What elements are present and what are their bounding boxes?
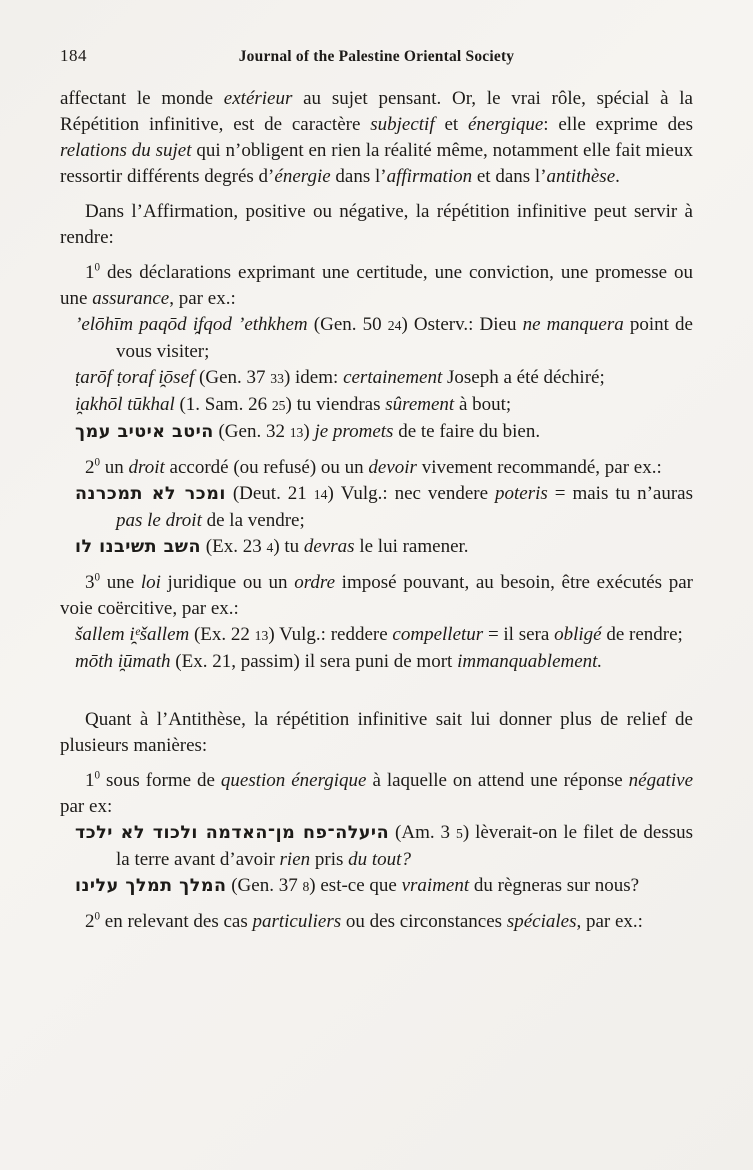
example-entry bbox=[60, 365, 693, 392]
text-run: juridique ou un bbox=[160, 572, 295, 593]
text-run: (Gen. 37 bbox=[194, 367, 271, 388]
verse-number: 13 bbox=[289, 425, 304, 440]
text-run: 1 bbox=[85, 262, 95, 283]
text-run: (Gen. 32 bbox=[213, 421, 290, 442]
italic-text: subjectif bbox=[370, 114, 435, 135]
text-run: le lui ramener. bbox=[354, 536, 469, 557]
example-entry bbox=[60, 534, 693, 561]
italic-text: certainement bbox=[343, 367, 443, 388]
text-run: (Am. 3 bbox=[389, 822, 456, 843]
text-run: vivement recommandé, par ex.: bbox=[416, 457, 662, 478]
paragraph bbox=[60, 909, 693, 935]
text-run: : elle exprime des bbox=[543, 114, 694, 135]
text-run: , par ex.: bbox=[576, 911, 643, 932]
text-run: . bbox=[615, 166, 620, 187]
italic-text: ṭarōf ṭoraf i̯ōsef bbox=[75, 367, 195, 388]
verse-number: 5 bbox=[455, 826, 463, 841]
text-run: Dans l’Affirmation, positive ou négative, la répétition infinitive peut servir à rendre: bbox=[60, 201, 693, 248]
hebrew-text: היטב איטיב עמך bbox=[75, 422, 214, 442]
superscript-ordinal: 0 bbox=[94, 456, 101, 469]
italic-text: rien bbox=[279, 849, 311, 870]
text-run: point de vous visiter; bbox=[116, 314, 693, 362]
paragraph bbox=[60, 86, 693, 190]
journal-title: Journal of the Palestine Oriental Society bbox=[238, 48, 515, 65]
example-entry bbox=[60, 622, 693, 649]
text-run: accordé (ou refusé) ou un bbox=[164, 457, 369, 478]
text-run: (Ex. 21, passim) il sera puni de mort bbox=[170, 651, 458, 672]
text-run: à laquelle on attend une réponse bbox=[366, 770, 629, 791]
text-run: et dans l’ bbox=[472, 166, 547, 187]
text-run: ) idem: bbox=[283, 367, 344, 388]
hebrew-text: השב תשיבנו לו bbox=[75, 537, 202, 557]
text-run: 1 bbox=[85, 770, 95, 791]
text-run: Joseph a été déchiré; bbox=[442, 367, 605, 388]
italic-text: mōth i̯ūmath bbox=[75, 651, 171, 672]
italic-text: sûrement bbox=[385, 394, 455, 415]
text-run: à bout; bbox=[454, 394, 512, 415]
verse-number: 24 bbox=[387, 318, 402, 333]
text-run: (1. Sam. 26 bbox=[174, 394, 272, 415]
paragraph bbox=[60, 199, 693, 251]
text-run: , par ex.: bbox=[169, 288, 236, 309]
text-run: des déclarations exprimant une certitude, une conviction, une promesse ou une bbox=[60, 262, 693, 309]
italic-text: énergie bbox=[274, 166, 331, 187]
hebrew-text: המלך תמלך עלינו bbox=[75, 876, 227, 896]
example-entry bbox=[60, 873, 693, 900]
text-run: (Gen. 37 bbox=[226, 875, 303, 896]
page-body bbox=[60, 86, 693, 935]
text-run: une bbox=[100, 572, 141, 593]
page-number: 184 bbox=[60, 46, 87, 65]
text-run: un bbox=[100, 457, 129, 478]
text-run: pris bbox=[310, 849, 349, 870]
italic-text: affirmation bbox=[386, 166, 473, 187]
hebrew-text: היעלה־פח מן־האדמה ולכוד לא ילכד bbox=[75, 823, 390, 843]
superscript-ordinal: 0 bbox=[94, 769, 101, 782]
text-run: de la vendre; bbox=[201, 510, 305, 531]
verse-number: 8 bbox=[302, 879, 310, 894]
italic-text: poteris bbox=[495, 483, 548, 504]
text-run: (Ex. 23 bbox=[201, 536, 267, 557]
verse-number: 13 bbox=[254, 628, 269, 643]
text-run: par ex: bbox=[60, 796, 113, 817]
superscript-ordinal: 0 bbox=[94, 910, 101, 923]
text-run: ) Osterv.: Dieu bbox=[401, 314, 523, 335]
paragraph bbox=[60, 260, 693, 312]
italic-text: devoir bbox=[368, 457, 417, 478]
hebrew-text: ומכר לא תמכרנה bbox=[75, 484, 226, 504]
text-run: = il sera bbox=[483, 624, 555, 645]
italic-text: devras bbox=[303, 536, 355, 557]
running-head bbox=[60, 46, 693, 70]
italic-text: assurance bbox=[92, 288, 170, 309]
italic-text: immanquablement. bbox=[457, 651, 603, 672]
text-run: du règneras sur nous? bbox=[469, 875, 640, 896]
text-run: au sujet pensant. Or, le vrai rôle, spécial à la Répétition infinitive, est de caractère bbox=[60, 88, 693, 135]
italic-text: ’elōhīm paqōd i̯fqod ’ethkhem bbox=[75, 314, 308, 335]
verse-number: 4 bbox=[266, 540, 274, 555]
text-run: (Deut. 21 bbox=[225, 483, 314, 504]
text-run: = mais tu n’auras bbox=[547, 483, 693, 504]
example-entry bbox=[60, 820, 693, 873]
text-run: (Gen. 50 bbox=[307, 314, 388, 335]
text-run: 3 bbox=[85, 572, 95, 593]
italic-text: particuliers bbox=[252, 911, 342, 932]
italic-text: compelletur bbox=[392, 624, 484, 645]
text-run: ) lèverait-on le filet de dessus la terre avant d’avoir bbox=[116, 822, 693, 870]
text-run: en relevant des cas bbox=[100, 911, 253, 932]
italic-text: ne manquera bbox=[522, 314, 624, 335]
paragraph bbox=[60, 455, 693, 481]
italic-text: i̯akhōl tūkhal bbox=[75, 394, 175, 415]
text-run: qui n’obligent en rien la réalité même, notamment elle fait mieux ressortir différents degrés d’ bbox=[60, 140, 693, 187]
text-run: ou des circonstances bbox=[341, 911, 507, 932]
italic-text: loi bbox=[140, 572, 161, 593]
superscript-ordinal: 0 bbox=[94, 261, 101, 274]
italic-text: šallem i̯ᵉšallem bbox=[75, 624, 190, 645]
italic-text: négative bbox=[628, 770, 693, 791]
text-run: affectant le monde bbox=[60, 88, 224, 109]
text-run: ) Vulg.: nec vendere bbox=[327, 483, 496, 504]
text-run: et bbox=[434, 114, 468, 135]
text-run: ) tu viendras bbox=[285, 394, 386, 415]
text-run: ) bbox=[303, 421, 315, 442]
text-run: ) tu bbox=[273, 536, 304, 557]
italic-text: extérieur bbox=[223, 88, 293, 109]
italic-text: vraiment bbox=[401, 875, 470, 896]
italic-text: ordre bbox=[294, 572, 335, 593]
paragraph bbox=[60, 570, 693, 622]
paragraph bbox=[60, 707, 693, 759]
text-run: imposé pouvant, au besoin, être exécutés par voie coërcitive, par ex.: bbox=[60, 572, 694, 619]
example-entry bbox=[60, 419, 693, 446]
example-entry bbox=[60, 392, 693, 419]
text-run: ) Vulg.: reddere bbox=[268, 624, 393, 645]
italic-text: spéciales bbox=[506, 911, 577, 932]
text-run: de rendre; bbox=[601, 624, 683, 645]
superscript-ordinal: 0 bbox=[94, 571, 101, 584]
example-entry bbox=[60, 481, 693, 534]
text-run: (Ex. 22 bbox=[189, 624, 255, 645]
paragraph bbox=[60, 768, 693, 820]
italic-text: droit bbox=[128, 457, 165, 478]
example-entry bbox=[60, 649, 693, 675]
italic-text: question énergique bbox=[220, 770, 367, 791]
italic-text: obligé bbox=[554, 624, 602, 645]
text-run: Quant à l’Antithèse, la répétition infinitive sait lui donner plus de relief de plusieurs manières: bbox=[60, 709, 693, 756]
example-entry bbox=[60, 312, 693, 365]
text-run: sous forme de bbox=[100, 770, 221, 791]
verse-number: 25 bbox=[271, 398, 286, 413]
italic-text: relations du sujet bbox=[60, 140, 192, 161]
text-run: de te faire du bien. bbox=[393, 421, 541, 442]
text-run: ) est-ce que bbox=[309, 875, 402, 896]
italic-text: du tout? bbox=[348, 849, 411, 870]
verse-number: 14 bbox=[313, 487, 328, 502]
text-run: 2 bbox=[85, 457, 95, 478]
verse-number: 33 bbox=[270, 371, 284, 386]
italic-text: énergique bbox=[467, 114, 544, 135]
italic-text: je promets bbox=[314, 421, 394, 442]
italic-text: pas le droit bbox=[116, 510, 202, 531]
text-run: dans l’ bbox=[330, 166, 387, 187]
italic-text: antithèse bbox=[546, 166, 616, 187]
text-run: 2 bbox=[85, 911, 95, 932]
